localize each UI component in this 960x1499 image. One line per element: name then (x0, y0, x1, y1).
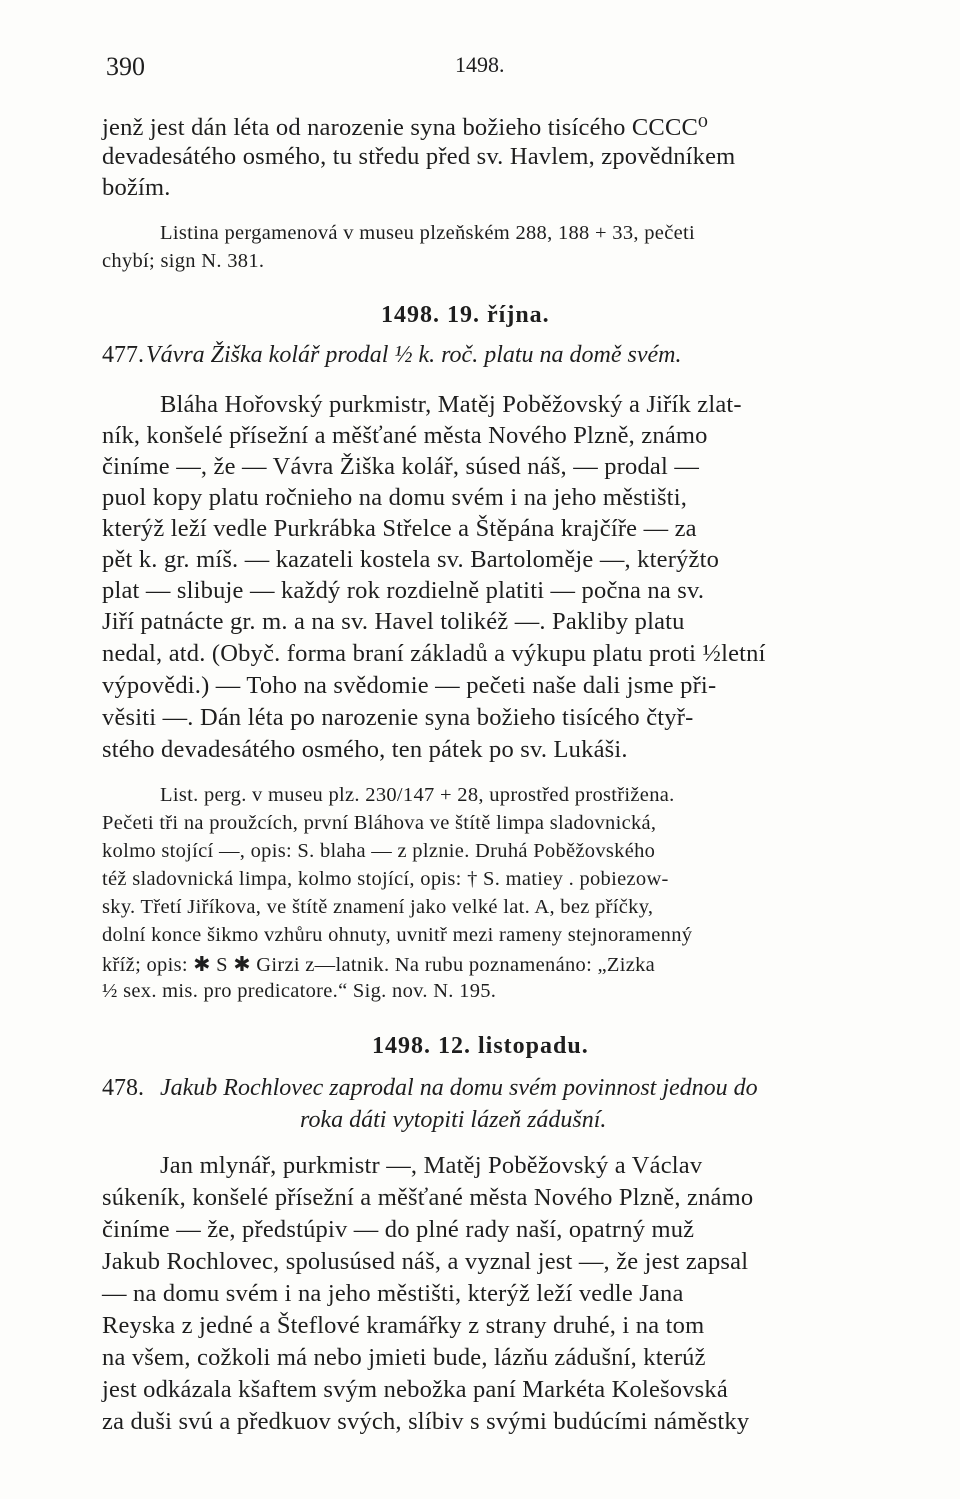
text-line: pět k. gr. míš. — kazateli kostela sv. Bartoloměje —, kterýžto (102, 546, 720, 573)
text-line: věsiti —. Dán léta po narozenie syna božieho tisícého čtyř- (102, 704, 694, 731)
page-number: 390 (106, 52, 145, 81)
note-line: sky. Třetí Jiříkova, ve štítě znamení jako velké lat. A, bez příčky, (102, 896, 654, 918)
entry-title: roka dáti vytopiti lázeň zádušní. (300, 1107, 607, 1133)
text-line: činíme — že, předstúpiv — do plné rady naší, opatrný muž (102, 1216, 695, 1243)
text-line: Bláha Hořovský purkmistr, Matěj Poběžovský a Jiřík zlat- (160, 391, 742, 418)
text-line: Reyska z jedné a Šteflové kramářky z strany druhé, i na tom (102, 1312, 705, 1339)
text-line: ník, konšelé přísežní a měšťané města Nového Plzně, známo (102, 422, 708, 449)
note-line: kříž; opis: ✱ S ✱ Girzi z—latnik. Na rubu poznamenáno: „Zizka (102, 954, 656, 976)
entry-title: Jakub Rochlovec zaprodal na domu svém povinnost jednou do (160, 1075, 758, 1101)
entry-date: 1498. 19. října. (381, 302, 550, 328)
running-title: 1498. (455, 52, 505, 77)
text-line: za duši svú a předkuov svých, slíbiv s svými budúcími náměstky (102, 1408, 750, 1435)
text-line: Jiří patnácte gr. m. a na sv. Havel tolikéž —. Pakliby platu (102, 608, 685, 635)
text-line: súkeník, konšelé přísežní a měšťané města Nového Plzně, známo (102, 1184, 754, 1211)
entry-date: 1498. 12. listopadu. (372, 1033, 589, 1059)
text-line: Jan mlynář, purkmistr —, Matěj Poběžovský a Václav (160, 1152, 703, 1179)
text-line: — na domu svém i na jeho městišti, kterýž leží vedle Jana (102, 1280, 684, 1307)
text-line: puol kopy platu ročnieho na domu svém i na jeho městišti, (102, 484, 688, 511)
note-line: dolní konce šikmo vzhůru ohnuty, uvnitř mezi rameny stejnoramenný (102, 924, 693, 946)
entry-number: 477. (102, 342, 144, 368)
text-line: stého devadesátého osmého, ten pátek po sv. Lukáši. (102, 736, 628, 763)
text-line: Jakub Rochlovec, spolusúsed náš, a vyznal jest —, že jest zapsal (102, 1248, 749, 1275)
note-line: Listina pergamenová v museu plzeňském 288, 188 + 33, pečeti (160, 222, 695, 244)
note-line: Pečeti tři na proužcích, první Bláhova ve štítě limpa sladovnická, (102, 812, 657, 834)
page-header (0, 52, 960, 92)
note-line: též sladovnická limpa, kolmo stojící, opis: † S. matiey . pobiezow- (102, 868, 669, 890)
text-line: výpovědi.) — Toho na svědomie — pečeti naše dali jsme při- (102, 672, 717, 699)
text-line: plat — slibuje — každý rok rozdielně platiti — počna na sv. (102, 577, 705, 604)
text-line: devadesátého osmého, tu středu před sv. Havlem, zpovědníkem (102, 143, 736, 170)
text-line: činíme —, že — Vávra Žiška kolář, súsed náš, — prodal — (102, 453, 700, 480)
note-line: ½ sex. mis. pro predicatore.“ Sig. nov. N. 195. (102, 980, 497, 1002)
note-line: kolmo stojící —, opis: S. blaha — z plznie. Druhá Poběžovského (102, 840, 656, 862)
text-line: na všem, cožkoli má nebo jmieti bude, lázňu zádušní, kterúž (102, 1344, 706, 1371)
note-line: chybí; sign N. 381. (102, 250, 265, 272)
text-line: jest odkázala kšaftem svým nebožka paní Markéta Kolešovská (102, 1376, 728, 1403)
text-line: božím. (102, 174, 171, 201)
note-line: List. perg. v museu plz. 230/147 + 28, uprostřed prostřižena. (160, 784, 675, 806)
text-line: nedal, atd. (Obyč. forma braní základů a výkupu platu proti ½letní (102, 640, 766, 667)
entry-number: 478. (102, 1075, 144, 1101)
text-line: kterýž leží vedle Purkrábka Střelce a Štěpána krajčíře — za (102, 515, 697, 542)
text-line: jenž jest dán léta od narozenie syna božieho tisícého CCCC⁰ (102, 114, 709, 141)
entry-title: Vávra Žiška kolář prodal ½ k. roč. platu na domě svém. (146, 342, 682, 368)
